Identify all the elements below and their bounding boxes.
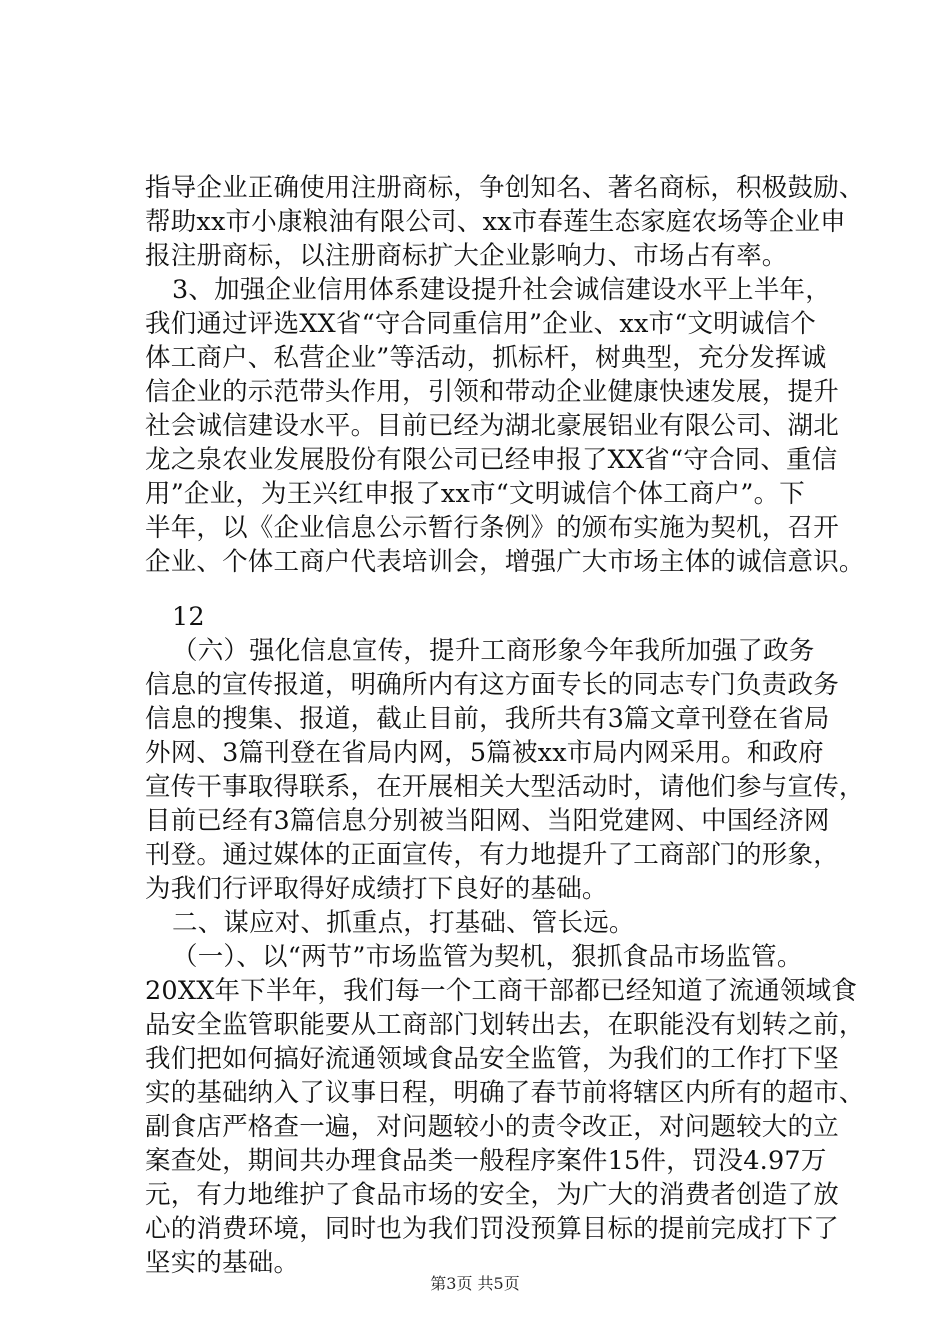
page-footer: 第3页 共5页 [430,1274,520,1293]
body-text-line: 用”企业，为王兴红申报了xx市“文明诚信个体工商户”。下 [145,479,805,509]
body-text-line: 外网、3篇刊登在省局内网，5篇被xx市局内网采用。和政府 [145,738,824,768]
body-text-line: 元，有力地维护了食品市场的安全，为广大的消费者创造了放 [145,1180,839,1210]
body-text-line: 案查处，期间共办理食品类一般程序案件15件，罚没4.97万 [145,1146,827,1176]
body-text-line: 半年，以《企业信息公示暂行条例》的颁布实施为契机，召开 [145,513,839,543]
body-text-line: 副食店严格查一遍，对问题较小的责令改正，对问题较大的立 [145,1112,839,1142]
body-text-line: 心的消费环境，同时也为我们罚没预算目标的提前完成打下了 [145,1214,839,1244]
body-text-line: 坚实的基础。 [145,1248,300,1278]
body-text-line: 宣传干事取得联系，在开展相关大型活动时，请他们参与宣传， [145,772,865,802]
body-text-line: （一）、以“两节”市场监管为契机，狠抓食品市场监管。 [172,942,803,972]
body-text-line: 体工商户、私营企业”等活动，抓标杆，树典型，充分发挥诚 [145,343,827,373]
body-text-line: 信息的宣传报道，明确所内有这方面专长的同志专门负责政务 [145,670,839,700]
section-heading: 二、谋应对、抓重点，打基础、管长远。 [172,908,635,938]
body-text-line: 刊登。通过媒体的正面宣传，有力地提升了工商部门的形象， [145,840,839,870]
body-text-line: 我们把如何搞好流通领域食品安全监管，为我们的工作打下坚 [145,1044,839,1074]
body-text-line: 帮助xx市小康粮油有限公司、xx市春莲生态家庭农场等企业申 [145,207,846,237]
body-text-line: 指导企业正确使用注册商标，争创知名、著名商标，积极鼓励、 [145,173,865,203]
body-text-line: 报注册商标，以注册商标扩大企业影响力、市场占有率。 [145,241,788,271]
page-number-marker: 12 [172,602,205,632]
body-text-line: 信企业的示范带头作用，引领和带动企业健康快速发展，提升 [145,377,839,407]
body-text-line: 3、加强企业信用体系建设提升社会诚信建设水平上半年， [172,275,831,305]
body-text-line: 实的基础纳入了议事日程，明确了春节前将辖区内所有的超市、 [145,1078,865,1108]
body-text-line: 我们通过评选XX省“守合同重信用”企业、xx市“文明诚信个 [145,309,816,339]
body-text-line: （六）强化信息宣传，提升工商形象今年我所加强了政务 [172,636,815,666]
body-text-line: 信息的搜集、报道，截止目前，我所共有3篇文章刊登在省局 [145,704,830,734]
body-text-line: 为我们行评取得好成绩打下良好的基础。 [145,874,608,904]
body-text-line: 品安全监管职能要从工商部门划转出去，在职能没有划转之前， [145,1010,865,1040]
body-text-line: 社会诚信建设水平。目前已经为湖北豪展铝业有限公司、湖北 [145,411,839,441]
body-text-line: 龙之泉农业发展股份有限公司已经申报了XX省“守合同、重信 [145,445,838,475]
body-text-line: 企业、个体工商户代表培训会，增强广大市场主体的诚信意识。 [145,547,865,577]
body-text-line: 20XX年下半年，我们每一个工商干部都已经知道了流通领域食 [145,976,858,1006]
body-text-line: 目前已经有3篇信息分别被当阳网、当阳党建网、中国经济网 [145,806,830,836]
